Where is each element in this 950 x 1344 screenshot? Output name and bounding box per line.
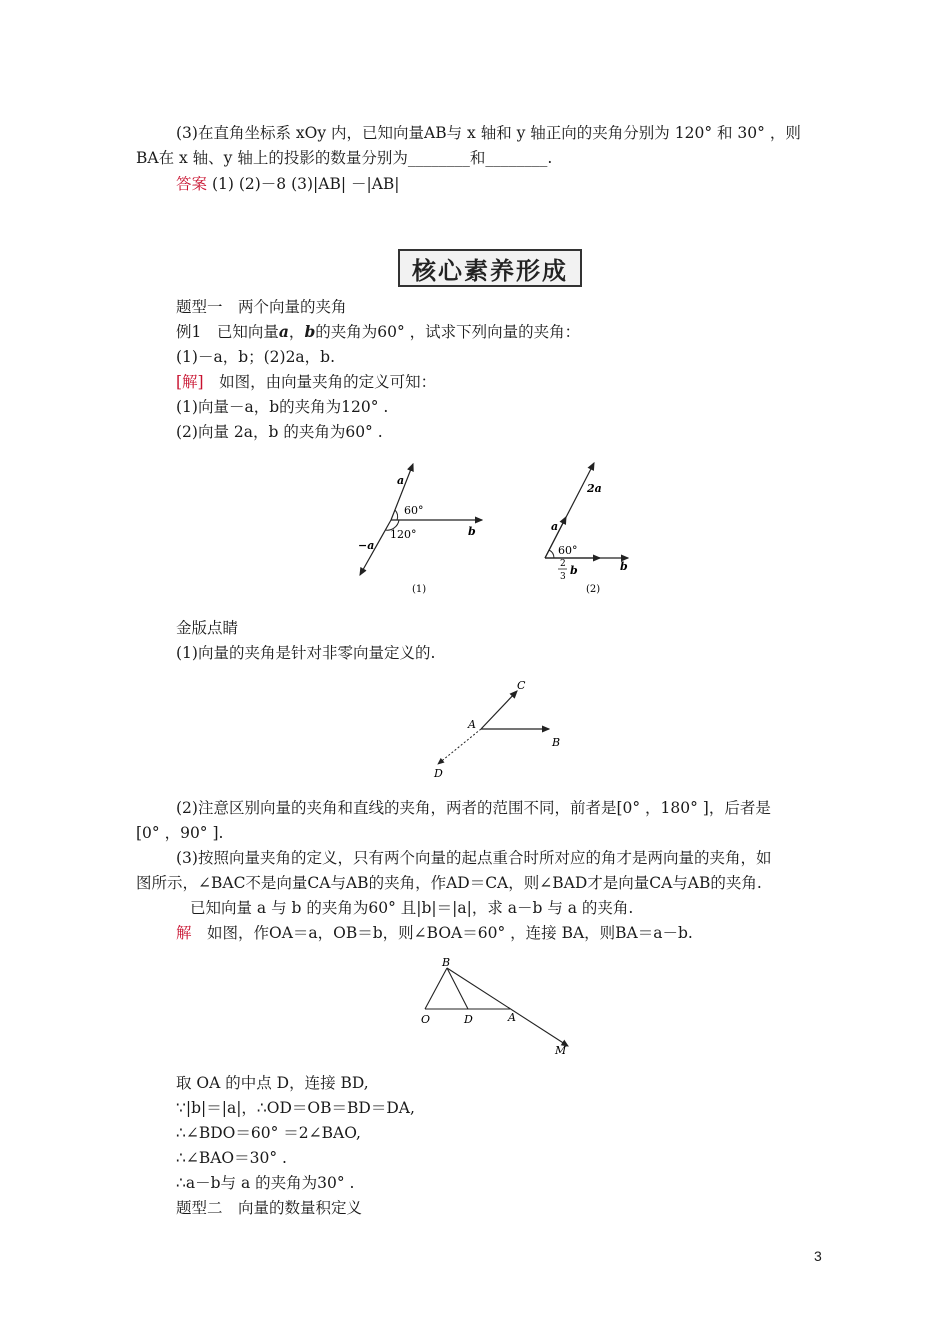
- step-3: ∴∠BDO＝60° ＝2∠BAO,: [176, 1124, 361, 1142]
- section-banner: [398, 249, 582, 287]
- fig2-label-b: b: [620, 560, 628, 573]
- step-4: ∴∠BAO＝30° .: [176, 1149, 287, 1167]
- fig2-label-2a: 2a: [587, 482, 602, 495]
- example-2: 已知向量 a 与 b 的夹角为60° 且|b|＝|a|，求 a－b 与 a 的夹角.: [190, 899, 634, 917]
- fig2-label-60: 60°: [558, 544, 578, 557]
- vector-AD-dashed: [438, 729, 481, 764]
- type1-heading: 题型一 两个向量的夹角: [176, 298, 347, 316]
- fig1-caption: (1): [412, 584, 427, 595]
- fig1-label-neg-a: −a: [358, 539, 375, 552]
- page-number: 3: [814, 1248, 822, 1264]
- fig2-caption: (2): [586, 584, 601, 595]
- example1-prompt: [176, 321, 580, 343]
- fig4-label-B: B: [442, 956, 451, 969]
- fig1-label-a: a: [397, 474, 405, 487]
- answer-text: (1) (2)－8 (3)|AB| －|AB|: [207, 175, 400, 193]
- vector-a: a: [278, 322, 289, 341]
- example1-prefix: 例1 已知向量: [176, 323, 279, 341]
- question-3-line1: (3)在直角坐标系 xOy 内，已知向量AB与 x 轴和 y 轴正向的夹角分别为 120° 和 30° ，则: [176, 124, 801, 142]
- fig1-label-60: 60°: [404, 504, 424, 517]
- comma: ，: [288, 323, 305, 341]
- answer-line: [176, 173, 400, 195]
- fig4-label-A: A: [508, 1011, 516, 1024]
- fig2-label-a: a: [551, 520, 559, 533]
- fig2-frac-num: 2: [560, 559, 566, 569]
- fig2-frac-den: 3: [560, 572, 566, 582]
- fig3-label-C: C: [517, 679, 526, 692]
- solution1-step2: (2)向量 2a，b 的夹角为60° .: [176, 423, 383, 441]
- note-2-line2: [0° ，90° ].: [136, 824, 224, 842]
- example1-parts: (1)－a，b；(2)2a，b.: [176, 348, 336, 366]
- segment-BM: [447, 968, 568, 1046]
- note-3-line2: 图所示，∠BAC不是向量CA与AB的夹角，作AD＝CA，则∠BAD才是向量CA与AB的夹角.: [136, 874, 762, 892]
- note-3-line1: (3)按照向量夹角的定义，只有两个向量的起点重合时所对应的角才是两向量的夹角，如: [176, 849, 772, 867]
- fig4-label-D: D: [464, 1013, 473, 1026]
- example1-rest: 的夹角为60° ，试求下列向量的夹角：: [315, 323, 581, 341]
- solution1-text: 如图，由向量夹角的定义可知：: [203, 373, 437, 391]
- fig1-label-b: b: [468, 525, 476, 538]
- angle-60-arc-2: [549, 550, 554, 558]
- segment-OB: [425, 968, 447, 1009]
- fig3-label-A: A: [468, 718, 476, 731]
- fig4-label-O: O: [421, 1013, 431, 1026]
- answer-label: 答案: [176, 175, 208, 193]
- fig2-frac-b: b: [570, 564, 578, 577]
- step-5: ∴a－b与 a 的夹角为30° .: [176, 1174, 355, 1192]
- figure-3: [425, 676, 575, 786]
- question-3-line2: BA在 x 轴、y 轴上的投影的数量分别为________和________.: [136, 149, 553, 167]
- banner-title: 核心素养形成: [412, 256, 568, 285]
- step-2: ∵|b|＝|a|，∴OD＝OB＝BD＝DA,: [176, 1099, 415, 1117]
- figure-4: [410, 955, 580, 1060]
- solution1-line: [176, 371, 436, 393]
- fig4-label-M: M: [555, 1044, 567, 1057]
- figure-2: [530, 458, 650, 598]
- solution1-label: [解]: [176, 373, 204, 391]
- note-2-line1: (2)注意区别向量的夹角和直线的夹角，两者的范围不同，前者是[0° ，180° ]，后者是: [176, 799, 771, 817]
- fig1-label-120: 120°: [390, 528, 417, 541]
- solution2-label: 解: [176, 924, 192, 942]
- fig3-label-D: D: [434, 767, 443, 780]
- type2-heading: 题型二 向量的数量积定义: [176, 1199, 363, 1217]
- jinban-heading: 金版点睛: [176, 619, 239, 637]
- solution2-text: 如图，作OA＝a，OB＝b，则∠BOA＝60° ，连接 BA，则BA＝a－b.: [191, 924, 693, 942]
- solution2-line: [176, 922, 693, 944]
- figure-1: [350, 458, 500, 598]
- vector-AC-line: [481, 691, 517, 729]
- step-1: 取 OA 的中点 D，连接 BD,: [176, 1074, 369, 1092]
- solution1-step1: (1)向量－a，b的夹角为120° .: [176, 398, 389, 416]
- vector-b: b: [304, 322, 316, 341]
- note-1: (1)向量的夹角是针对非零向量定义的.: [176, 644, 436, 662]
- fig3-label-B: B: [552, 736, 561, 749]
- angle-60-arc: [395, 510, 398, 520]
